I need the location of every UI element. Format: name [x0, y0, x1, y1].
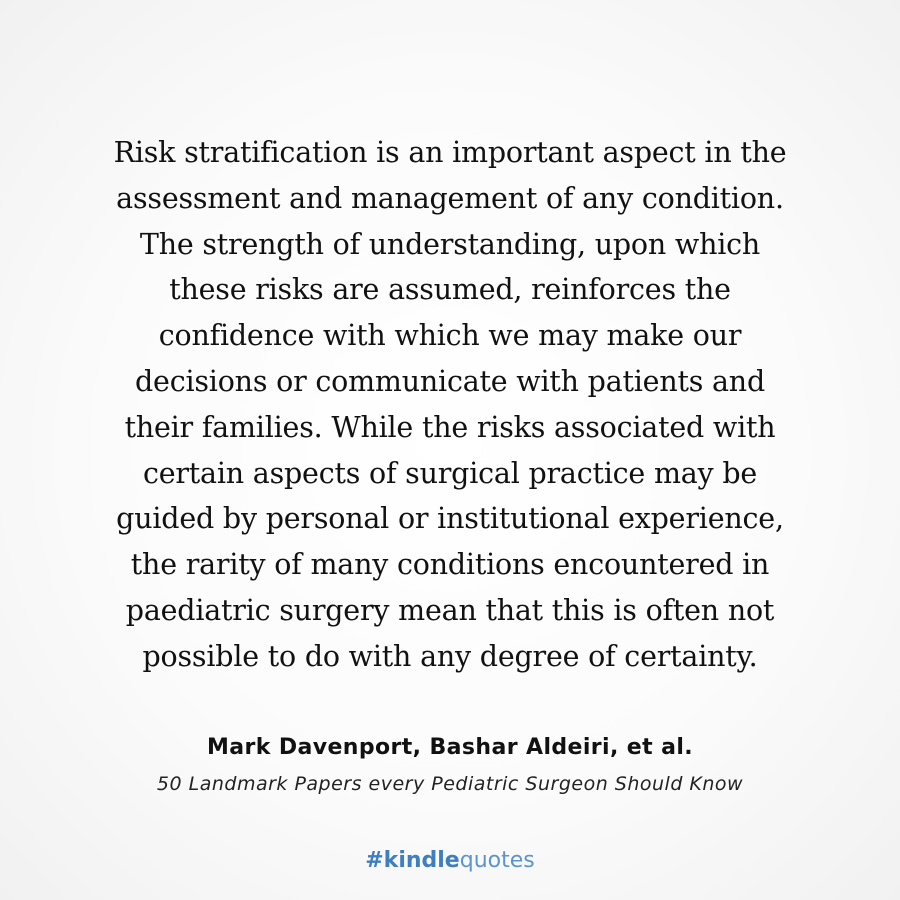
- quote-line: possible to do with any degree of certainty.: [142, 639, 758, 673]
- book-title: 50 Landmark Papers every Pediatric Surgeon Should Know: [156, 773, 744, 795]
- hashtag-prefix: #kindle: [365, 848, 460, 873]
- quote-line: these risks are assumed, reinforces the: [169, 273, 731, 307]
- quote-text: [40, 130, 860, 680]
- hashtag-suffix: quotes: [459, 848, 535, 873]
- quote-line: paediatric surgery mean that this is often not: [125, 593, 775, 627]
- quote-line: their families. While the risks associated with: [124, 410, 776, 444]
- quote-authors: Mark Davenport, Bashar Aldeiri, et al.: [206, 735, 694, 760]
- kindle-quotes-hashtag: [0, 846, 900, 876]
- quote-line: decisions or communicate with patients and: [134, 364, 766, 398]
- quote-line: Risk stratification is an important aspect in the: [113, 136, 787, 169]
- quote-line: The strength of understanding, upon which: [139, 227, 761, 261]
- quote-line: assessment and management of any condition.: [116, 181, 784, 215]
- quote-line: certain aspects of surgical practice may be: [142, 456, 758, 490]
- quote-line: confidence with which we may make our: [158, 319, 742, 353]
- quote-line: the rarity of many conditions encountered in: [130, 548, 770, 582]
- quote-line: guided by personal or institutional experience,: [116, 502, 784, 536]
